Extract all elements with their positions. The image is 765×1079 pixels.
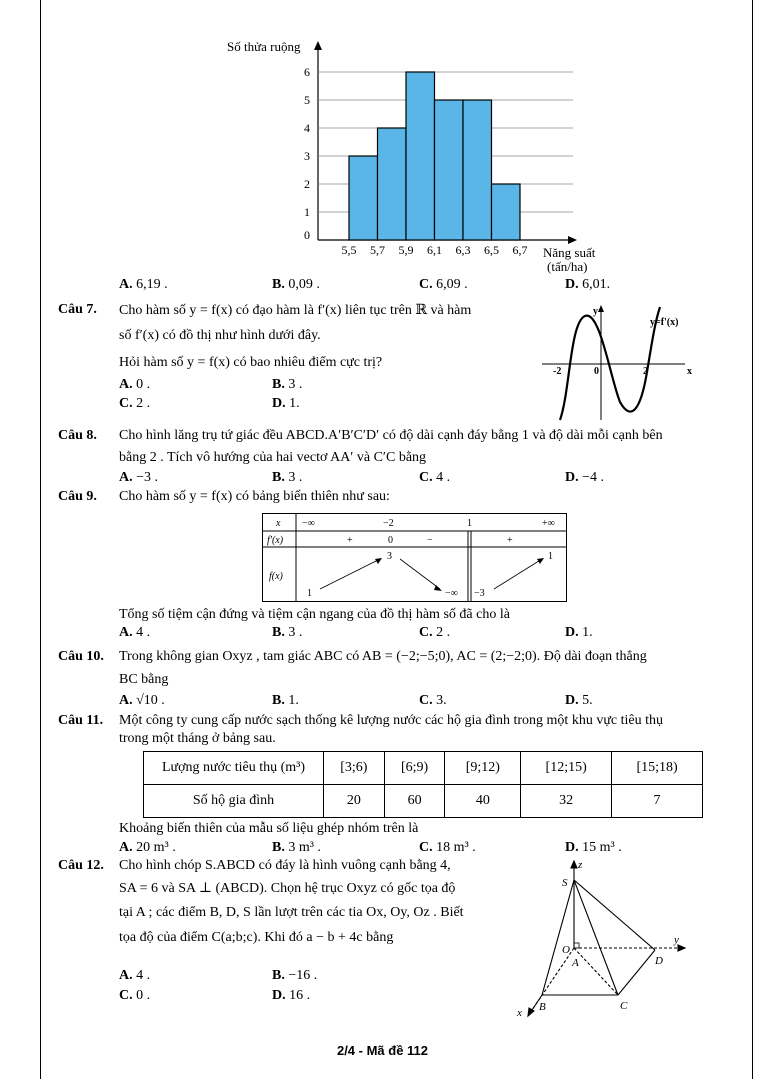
x-tick-label: 5,5 [341, 243, 357, 257]
histogram-bar [435, 100, 464, 240]
fig-label-x: x [517, 1007, 522, 1019]
histogram-bar [378, 128, 407, 240]
fig-label-d: D [655, 955, 663, 967]
chart-xlabel-2: (tấn/ha) [547, 259, 588, 274]
q7-option-b[interactable]: B. 3 . [272, 377, 303, 392]
bbt-x-1: 1 [467, 518, 472, 529]
fig-label-c: C [620, 1000, 628, 1012]
fig-label-o: O [562, 944, 570, 956]
q12-option-c[interactable]: C. 0 . [119, 988, 151, 1003]
q10-option-c[interactable]: C. 3. [419, 693, 447, 708]
q7-number: Câu 7. [58, 302, 97, 317]
bbt-vneg3: −3 [474, 588, 485, 599]
histogram-bar [463, 100, 492, 240]
y-tick-label: 1 [304, 205, 310, 219]
bbt-vneg-inf: −∞ [445, 588, 458, 599]
fig-label-z: z [578, 859, 583, 871]
q8-option-b[interactable]: B. 3 . [272, 470, 303, 485]
q9-option-b[interactable]: B. 3 . [272, 625, 303, 640]
q7-line2: số f′(x) có đồ thị như hình dưới đây. [119, 328, 321, 343]
q6-option-b[interactable]: B. 0,09 . [272, 277, 320, 292]
q11-line2: trong một tháng ở bảng sau. [119, 731, 276, 746]
q11-option-a[interactable]: A. 20 m³ . [119, 840, 176, 855]
q8-line2: bằng 2 . Tích vô hướng của hai vectơ AA′ và C′C bằng [119, 450, 427, 465]
histogram-bar [492, 184, 521, 240]
y-tick-label: 6 [304, 65, 310, 79]
q9-number: Câu 9. [58, 489, 97, 504]
table-cell: 20 [324, 785, 385, 818]
table-cell: [15;18) [612, 752, 703, 785]
q11-line3: Khoảng biến thiên của mẫu số liệu ghép nhóm trên là [119, 821, 419, 836]
histogram-chart [225, 35, 625, 275]
y-tick-label: 2 [304, 177, 310, 191]
q11-option-b[interactable]: B. 3 m³ . [272, 840, 321, 855]
fig-label-y: y [674, 934, 679, 946]
x-tick-label: 6,5 [484, 243, 499, 257]
q10-line2: BC bằng [119, 672, 169, 687]
table-cell: [6;9) [384, 752, 445, 785]
q7-derivative-graph [540, 302, 705, 422]
x-tick-label: 6,7 [512, 243, 528, 257]
q12-line2: SA = 6 và SA ⊥ (ABCD). Chọn hệ trục Oxyz có gốc tọa độ [119, 881, 456, 896]
q9-option-c[interactable]: C. 2 . [419, 625, 451, 640]
q12-option-b[interactable]: B. −16 . [272, 968, 318, 983]
bbt-zero: 0 [388, 535, 393, 546]
bbt-x-neg2: −2 [383, 518, 394, 529]
q12-line1: Cho hình chóp S.ABCD có đáy là hình vuông cạnh bằng 4, [119, 858, 451, 873]
histogram-bar [349, 156, 378, 240]
q9-variation-table [262, 513, 568, 603]
bbt-v1b: 1 [548, 551, 553, 562]
q8-option-c[interactable]: C. 4 . [419, 470, 451, 485]
fig-label-s: S [562, 877, 568, 889]
table-cell: 40 [445, 785, 521, 818]
q7-option-a[interactable]: A. 0 . [119, 377, 151, 392]
y-tick-label: 0 [304, 228, 310, 242]
table-cell: 32 [521, 785, 612, 818]
bbt-x-pos-inf: +∞ [542, 518, 555, 529]
q10-option-b[interactable]: B. 1. [272, 693, 299, 708]
x-tick-label: 6,3 [455, 243, 471, 257]
bbt-x: x [276, 518, 281, 529]
q9-option-d[interactable]: D. 1. [565, 625, 593, 640]
q10-option-a[interactable]: A. √10 . [119, 693, 165, 708]
q11-option-d[interactable]: D. 15 m³ . [565, 840, 622, 855]
q6-option-d[interactable]: D. 6,01. [565, 277, 611, 292]
table-cell: 60 [384, 785, 445, 818]
table-row [144, 752, 703, 785]
q12-pyramid-figure [510, 858, 700, 1020]
bbt-sign2: − [427, 535, 433, 546]
table-cell: [3;6) [324, 752, 385, 785]
q7-option-c[interactable]: C. 2 . [119, 396, 151, 411]
y-tick-label: 3 [304, 149, 310, 163]
q7-tick-0: 0 [594, 366, 599, 377]
q12-line3: tại A ; các điểm B, D, S lần lượt trên các tia Ox, Oy, Oz . Biết [119, 905, 464, 920]
page-footer: 2/4 - Mã đề 112 [336, 1043, 429, 1058]
x-axis-arrow [568, 236, 577, 244]
table-cell: [12;15) [521, 752, 612, 785]
q7-line1: Cho hàm số y = f(x) có đạo hàm là f′(x) liên tục trên ℝ và hàm [119, 303, 472, 318]
table-cell: Số hộ gia đình [144, 785, 324, 818]
q6-option-a[interactable]: A. 6,19 . [119, 277, 168, 292]
q11-table [143, 751, 703, 818]
q9-option-a[interactable]: A. 4 . [119, 625, 151, 640]
q9-line1: Cho hàm số y = f(x) có bảng biến thiên như sau: [119, 489, 390, 504]
q10-option-d[interactable]: D. 5. [565, 693, 593, 708]
q7-line3: Hỏi hàm số y = f(x) có bao nhiêu điểm cực trị? [119, 355, 383, 370]
q12-number: Câu 12. [58, 858, 104, 873]
bbt-x-neg-inf: −∞ [302, 518, 315, 529]
q7-option-d[interactable]: D. 1. [272, 396, 300, 411]
bbt-sign1: + [347, 535, 353, 546]
y-axis-arrow [314, 41, 322, 50]
q8-number: Câu 8. [58, 428, 97, 443]
x-tick-label: 6,1 [427, 243, 442, 257]
x-tick-label: 5,7 [370, 243, 385, 257]
q12-line4: tọa độ của điểm C(a;b;c). Khi đó a − b + 4c bằng [119, 930, 394, 945]
bbt-v1: 1 [307, 588, 312, 599]
q8-option-d[interactable]: D. −4 . [565, 470, 605, 485]
histogram-bar [406, 72, 435, 240]
fig-label-b: B [539, 1001, 546, 1013]
q11-line1: Một công ty cung cấp nước sạch thống kê lượng nước các hộ gia đình trong một khu vực tiêu thụ [119, 713, 664, 728]
q8-line1: Cho hình lăng trụ tứ giác đều ABCD.A′B′C′D′ có độ dài cạnh đáy bằng 1 và độ dài mỗi cạnh bên [119, 428, 663, 443]
q7-tick-2: 2 [643, 366, 648, 377]
y-tick-label: 5 [304, 93, 310, 107]
bbt-fprime: f′(x) [267, 535, 284, 546]
table-cell: [9;12) [445, 752, 521, 785]
q11-option-c[interactable]: C. 18 m³ . [419, 840, 476, 855]
table-row [144, 785, 703, 818]
q12-option-a[interactable]: A. 4 . [119, 968, 151, 983]
q10-line1: Trong không gian Oxyz , tam giác ABC có AB = (−2;−5;0), AC = (2;−2;0). Độ dài đoạn thẳng [119, 649, 647, 664]
q11-number: Câu 11. [58, 713, 104, 728]
q6-option-c[interactable]: C. 6,09 . [419, 277, 468, 292]
table-cell: Lượng nước tiêu thụ (m³) [144, 752, 324, 785]
q9-line2: Tổng số tiệm cận đứng và tiệm cận ngang của đồ thị hàm số đã cho là [119, 607, 510, 622]
bbt-sign3: + [507, 535, 513, 546]
x-tick-label: 5,9 [398, 243, 414, 257]
fig-label-a: A [572, 957, 579, 969]
q10-number: Câu 10. [58, 649, 104, 664]
q7-tick-neg2: -2 [553, 366, 562, 377]
q12-option-d[interactable]: D. 16 . [272, 988, 311, 1003]
q7-x-label: x [687, 366, 692, 377]
q8-option-a[interactable]: A. −3 . [119, 470, 159, 485]
chart-ylabel: Số thửa ruộng [227, 39, 301, 54]
table-cell: 7 [612, 785, 703, 818]
y-tick-label: 4 [304, 121, 310, 135]
bbt-v3: 3 [387, 551, 392, 562]
q7-curve-label: y=f'(x) [650, 317, 679, 328]
chart-xlabel-1: Năng suất [543, 245, 596, 260]
q7-y-label: y [593, 306, 598, 317]
bbt-f: f(x) [269, 571, 283, 582]
